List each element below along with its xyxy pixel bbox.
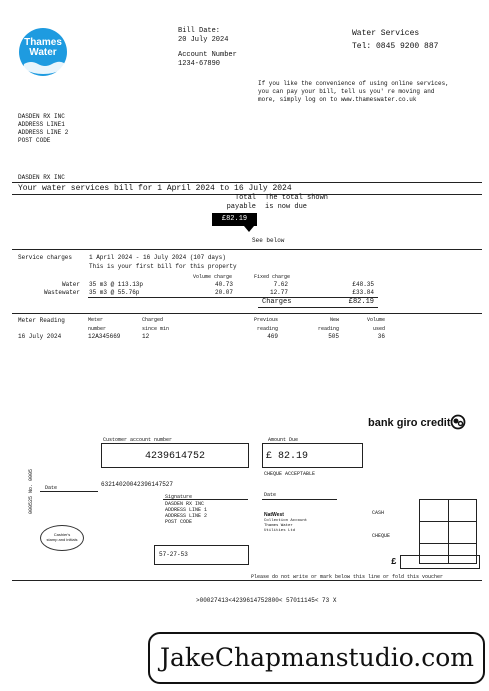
service-row-volume: 20.07 <box>214 289 233 296</box>
online-note <box>258 80 449 104</box>
divider <box>12 313 482 314</box>
total-pointer <box>244 226 254 232</box>
side-code: 000525 No. 0005 <box>28 468 34 514</box>
bill-heading: Your water services bill for 1 April 2024 to 16 July 2024 <box>18 184 292 193</box>
contact-block <box>352 29 438 52</box>
service-row-name: Wastewater <box>43 289 80 296</box>
bill-date-block <box>178 27 237 69</box>
service-row-total: £48.35 <box>352 281 374 288</box>
total-label-line2: payable <box>226 203 256 211</box>
stamp-line1: Cashier's <box>53 532 71 537</box>
bank-name: NatWest <box>264 512 284 518</box>
meter-header-line: number <box>88 326 107 332</box>
payer-address <box>165 501 207 525</box>
pound-sign: £ <box>391 557 397 567</box>
meter-header <box>142 317 169 332</box>
meter-header-line: used <box>372 326 385 332</box>
account-number-value: 1234-67890 <box>178 60 221 68</box>
meter-header-line: Volume <box>366 317 385 323</box>
customer-account-label: Customer account number <box>103 437 173 443</box>
service-row-fixed: 12.77 <box>269 289 288 296</box>
divider <box>12 249 482 250</box>
divider <box>12 580 482 581</box>
giro-symbol-icon <box>450 414 466 430</box>
bill-date-label: Bill Date: <box>178 27 221 35</box>
recipient-address <box>18 113 68 145</box>
meter-number: 12A345669 <box>88 333 121 340</box>
meter-date: 16 July 2024 <box>18 333 62 340</box>
cheque-acceptable-note: CHEQUE ACCEPTABLE <box>264 471 316 477</box>
meter-header <box>335 317 385 332</box>
address-line: ADDRESS LINE1 <box>18 121 65 128</box>
service-row-fixed: 7.62 <box>273 281 288 288</box>
meter-header-line: New <box>329 317 339 323</box>
service-charges-label: Service charges <box>18 254 73 261</box>
date-label-2: Date <box>264 492 277 498</box>
logo-text-line1: Thames <box>24 37 62 48</box>
watermark-text: JakeChapmanstudio.com <box>160 643 475 672</box>
address-line: POST CODE <box>18 137 51 144</box>
bank-line: Thames Water <box>264 524 293 528</box>
amount-due-box: £ 82.19 <box>262 443 363 468</box>
micr-line: >00027413<4239614752800< 57011145< 73 X <box>196 597 337 604</box>
customer-account-box: 4239614752 <box>101 443 249 468</box>
meter-header-line: reading <box>256 326 278 332</box>
service-row-calc: 35 m3 @ 113.13p <box>89 281 144 288</box>
cash-label: CASH <box>372 510 385 516</box>
meter-header-line: since min <box>142 326 170 332</box>
total-note <box>265 194 328 212</box>
divider <box>12 182 482 183</box>
online-note-line1: If you like the convenience of using online services, <box>258 80 449 87</box>
total-note-line1: The total shown <box>265 194 329 202</box>
grid-divider <box>419 543 477 544</box>
divider <box>258 307 378 308</box>
charges-total: £82.19 <box>348 298 374 306</box>
meter-header <box>228 317 278 332</box>
logo-text-line2: Water <box>29 47 57 58</box>
payer-line: DASDEN RX INC <box>165 501 205 507</box>
service-period: 1 April 2024 - 16 July 2024 (107 days) <box>89 254 226 261</box>
bank-line: Utilities Ltd <box>264 529 296 533</box>
total-payable-label <box>222 194 256 212</box>
service-row-total: £33.84 <box>352 289 374 296</box>
stamp-line2: stamp and initials <box>46 537 78 542</box>
see-below-note: See below <box>252 237 285 244</box>
bank-details <box>264 519 307 534</box>
total-label-line1: Total <box>234 194 256 202</box>
payer-line: ADDRESS LINE 2 <box>165 513 208 519</box>
thames-water-logo <box>18 27 68 77</box>
address-line: ADDRESS LINE 2 <box>18 129 69 136</box>
meter-header <box>289 317 339 332</box>
total-note-line2: is now due <box>265 203 308 211</box>
meter-header-line: Previous <box>253 317 278 323</box>
meter-header-line: Meter <box>88 317 104 323</box>
meter-used: 36 <box>377 333 385 340</box>
reference-number: 63214020042396147527 <box>101 481 174 488</box>
date-label: Date <box>45 485 58 491</box>
customer-name: DASDEN RX INC <box>18 174 65 181</box>
date-line <box>40 491 98 492</box>
online-note-line3: more, simply log on to www.thameswater.co.uk <box>258 96 417 103</box>
meter-reading-label: Meter Reading <box>18 317 65 324</box>
payer-line: ADDRESS LINE 1 <box>165 507 208 513</box>
watermark-box <box>148 632 485 684</box>
service-row-name: Water <box>61 281 80 288</box>
service-row-calc: 35 m3 @ 55.76p <box>89 289 140 296</box>
meter-previous: 469 <box>267 333 278 340</box>
amount-entry-box <box>400 555 480 569</box>
fixed-charge-header: Fixed charge <box>254 274 291 280</box>
cashier-stamp <box>40 525 84 551</box>
date-line-2 <box>262 499 337 500</box>
signature-line <box>163 499 248 500</box>
giro-title: bank giro credit <box>368 417 451 429</box>
meter-header-line: reading <box>317 326 339 332</box>
service-row-volume: 40.73 <box>214 281 233 288</box>
payer-line: POST CODE <box>165 519 193 525</box>
meter-header <box>88 317 106 332</box>
footer-note: Please do not write or mark below this line or fold this voucher <box>251 574 444 580</box>
meter-new: 505 <box>328 333 339 340</box>
volume-charge-header: Volume charge <box>193 274 233 280</box>
bill-date-value: 20 July 2024 <box>178 36 229 44</box>
online-note-line2: you can pay your bill, tell us you' re moving and <box>258 88 435 95</box>
sort-code-box: 57-27-53 <box>154 545 249 565</box>
meter-charged: 12 <box>142 333 150 340</box>
contact-tel: Tel: 0845 9200 887 <box>352 42 439 51</box>
total-amount-badge: £82.19 <box>212 213 257 226</box>
address-line: DASDEN RX INC <box>18 113 65 120</box>
charges-label: Charges <box>262 298 292 306</box>
signature-label: Signature <box>165 494 193 500</box>
account-number-label: Account Number <box>178 51 237 59</box>
grid-divider <box>419 521 477 522</box>
bank-line: Collection Account <box>264 519 308 523</box>
amount-due-label: Amount Due <box>268 437 299 443</box>
cheque-label: CHEQUE <box>372 533 391 539</box>
contact-name: Water Services <box>352 29 420 38</box>
meter-header-line: Charged <box>142 317 164 323</box>
first-bill-note: This is your first bill for this property <box>89 263 237 270</box>
